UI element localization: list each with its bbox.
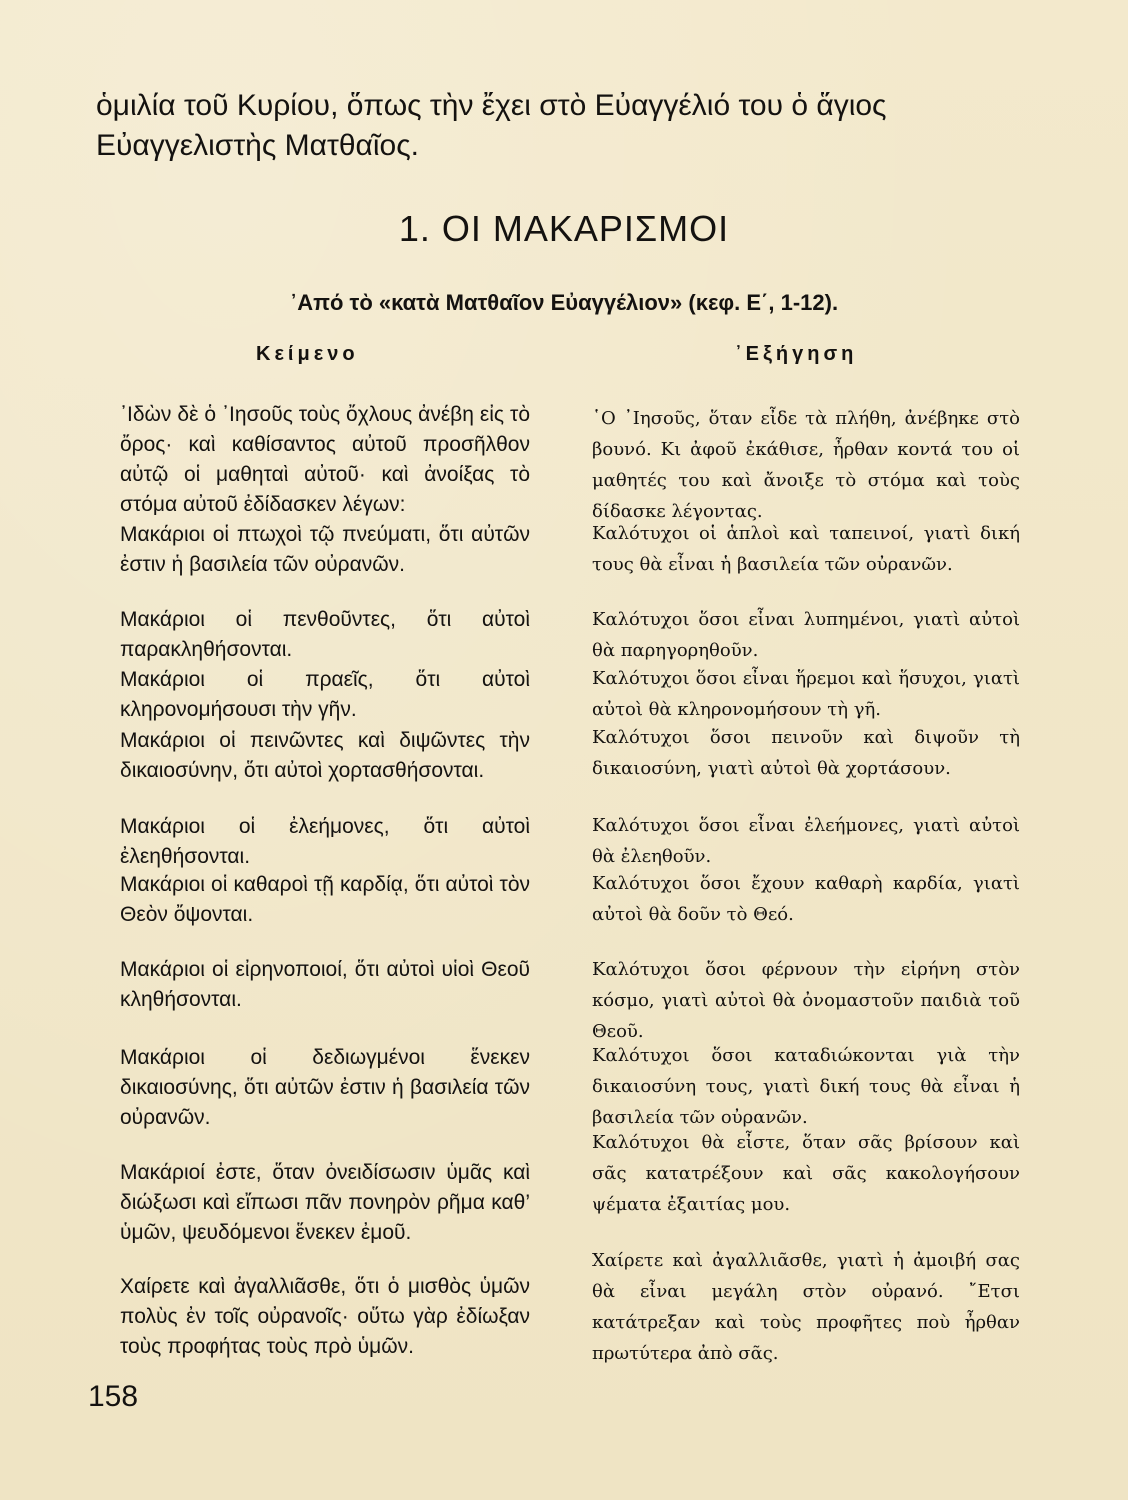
text-paragraph: ᾿Ιδὼν δὲ ὁ ᾿Ιησοῦς τοὺς ὄχλους ἀνέβη εἰς τὸ ὄρος· καὶ καθίσαντος αὐτοῦ προσῆλθον αὐτῷ οἱ μαθηταὶ αὐτοῦ· καὶ ἀνοίξας τὸ στόμα αὐτοῦ ἐδίδασκεν λέγων: xyxy=(120,403,530,516)
explanation-paragraph: Καλότυχοι ὅσοι πεινοῦν καὶ διψοῦν τὴ δικαιοσύνη, γιατὶ αὐτοὶ θὰ χορτάσουν. xyxy=(592,727,1020,779)
explanation-paragraph: Καλότυχοι ὅσοι καταδιώκονται γιὰ τὴν δικαιοσύνη τους, γιατὶ δική τους θὰ εἶναι ἡ βασιλεία τῶν οὐρανῶν. xyxy=(592,1045,1020,1128)
column-heading-explanation: ᾿Εξήγηση xyxy=(735,343,858,365)
scripture-source: ᾿Από τὸ «κατὰ Ματθαῖον Εὐαγγέλιον» (κεφ. Ε΄, 1-12). xyxy=(289,290,839,315)
text-paragraph: Μακάριοι οἱ ἐλεήμονες, ὅτι αὐτοὶ ἐλεηθήσονται. xyxy=(120,815,530,868)
explanation-paragraph: Καλότυχοι θὰ εἶστε, ὅταν σᾶς βρίσουν καὶ σᾶς κατατρέξουν καὶ σᾶς κακολογήσουν ψέματα ἐξαιτίας μου. xyxy=(592,1132,1020,1215)
explanation-paragraph: Καλότυχοι ὅσοι εἶναι ἐλεήμονες, γιατὶ αὐτοὶ θὰ ἐλεηθοῦν. xyxy=(592,815,1020,867)
explanation-paragraph: ῾Ο ᾿Ιησοῦς, ὅταν εἶδε τὰ πλήθη, ἀνέβηκε στὸ βουνό. Κι ἀφοῦ ἐκάθισε, ἦρθαν κοντά του οἱ μαθητές του καὶ ἄνοιξε τὸ στόμα καὶ τοὺς δίδασκε λέγοντας. xyxy=(592,408,1020,522)
page-number: 158 xyxy=(88,1380,139,1413)
intro-text: ὁμιλία τοῦ Κυρίου, ὅπως τὴν ἔχει στὸ Εὐαγγέλιό του ὁ ἅγιος Εὐαγγελιστὴς Ματθαῖος. xyxy=(96,89,887,162)
column-heading-text: Κείμενο xyxy=(256,343,359,365)
text-paragraph: Μακάριοι οἱ πεινῶντες καὶ διψῶντες τὴν δικαιοσύνην, ὅτι αὐτοὶ χορτασθήσονται. xyxy=(120,729,530,782)
explanation-paragraph: Χαίρετε καὶ ἀγαλλιᾶσθε, γιατὶ ἡ ἀμοιβή σας θὰ εἶναι μεγάλη στὸν οὐρανό. ῎Ετσι κατάτρεξαν καὶ τοὺς προφῆτες ποὺ ἦρθαν πρωτύτερα ἀπὸ σᾶς. xyxy=(592,1250,1020,1364)
text-paragraph: Μακάριοι οἱ καθαροὶ τῇ καρδίᾳ, ὅτι αὐτοὶ τὸν Θεὸν ὄψονται. xyxy=(120,873,530,926)
text-paragraph: Μακάριοι οἱ πραεῖς, ὅτι αὐτοὶ κληρονομήσουσι τὴν γῆν. xyxy=(120,668,530,721)
explanation-paragraph: Καλότυχοι ὅσοι ἔχουν καθαρὴ καρδία, γιατὶ αὐτοὶ θὰ δοῦν τὸ Θεό. xyxy=(592,873,1020,925)
explanation-paragraph: Καλότυχοι ὅσοι εἶναι ἥρεμοι καὶ ἥσυχοι, γιατὶ αὐτοὶ θὰ κληρονομήσουν τὴ γῆ. xyxy=(592,668,1020,720)
text-paragraph: Μακάριοι οἱ εἰρηνοποιοί, ὅτι αὐτοὶ υἱοὶ Θεοῦ κληθήσονται. xyxy=(120,958,530,1011)
text-paragraph: Μακάριοί ἐστε, ὅταν ὀνειδίσωσιν ὑμᾶς καὶ διώξωσι καὶ εἴπωσι πᾶν πονηρὸν ρῆμα καθ’ ὑμῶν, ψευδόμενοι ἕνεκεν ἐμοῦ. xyxy=(120,1161,530,1244)
text-paragraph: Χαίρετε καὶ ἀγαλλιᾶσθε, ὅτι ὁ μισθὸς ὑμῶν πολὺς ἐν τοῖς οὐρανοῖς· οὕτω γὰρ ἐδίωξαν τοὺς προφήτας τοὺς πρὸ ὑμῶν. xyxy=(120,1275,530,1358)
section-title: 1. ΟΙ ΜΑΚΑΡΙΣΜΟΙ xyxy=(398,208,730,249)
explanation-paragraph: Καλότυχοι ὅσοι φέρνουν τὴν εἰρήνη στὸν κόσμο, γιατὶ αὐτοὶ θὰ ὀνομαστοῦν παιδιὰ τοῦ Θεοῦ. xyxy=(592,959,1020,1042)
explanation-paragraph: Καλότυχοι ὅσοι εἶναι λυπημένοι, γιατὶ αὐτοὶ θὰ παρηγορηθοῦν. xyxy=(592,609,1020,661)
text-paragraph: Μακάριοι οἱ δεδιωγμένοι ἕνεκεν δικαιοσύνης, ὅτι αὐτῶν ἐστιν ἡ βασιλεία τῶν οὐρανῶν. xyxy=(120,1046,530,1129)
explanation-paragraph: Καλότυχοι οἱ ἁπλοὶ καὶ ταπεινοί, γιατὶ δική τους θὰ εἶναι ἡ βασιλεία τῶν οὐρανῶν. xyxy=(592,523,1020,575)
text-paragraph: Μακάριοι οἱ πτωχοὶ τῷ πνεύματι, ὅτι αὐτῶν ἐστιν ἡ βασιλεία τῶν οὐρανῶν. xyxy=(120,523,530,576)
text-paragraph: Μακάριοι οἱ πενθοῦντες, ὅτι αὐτοὶ παρακληθήσονται. xyxy=(120,608,530,661)
